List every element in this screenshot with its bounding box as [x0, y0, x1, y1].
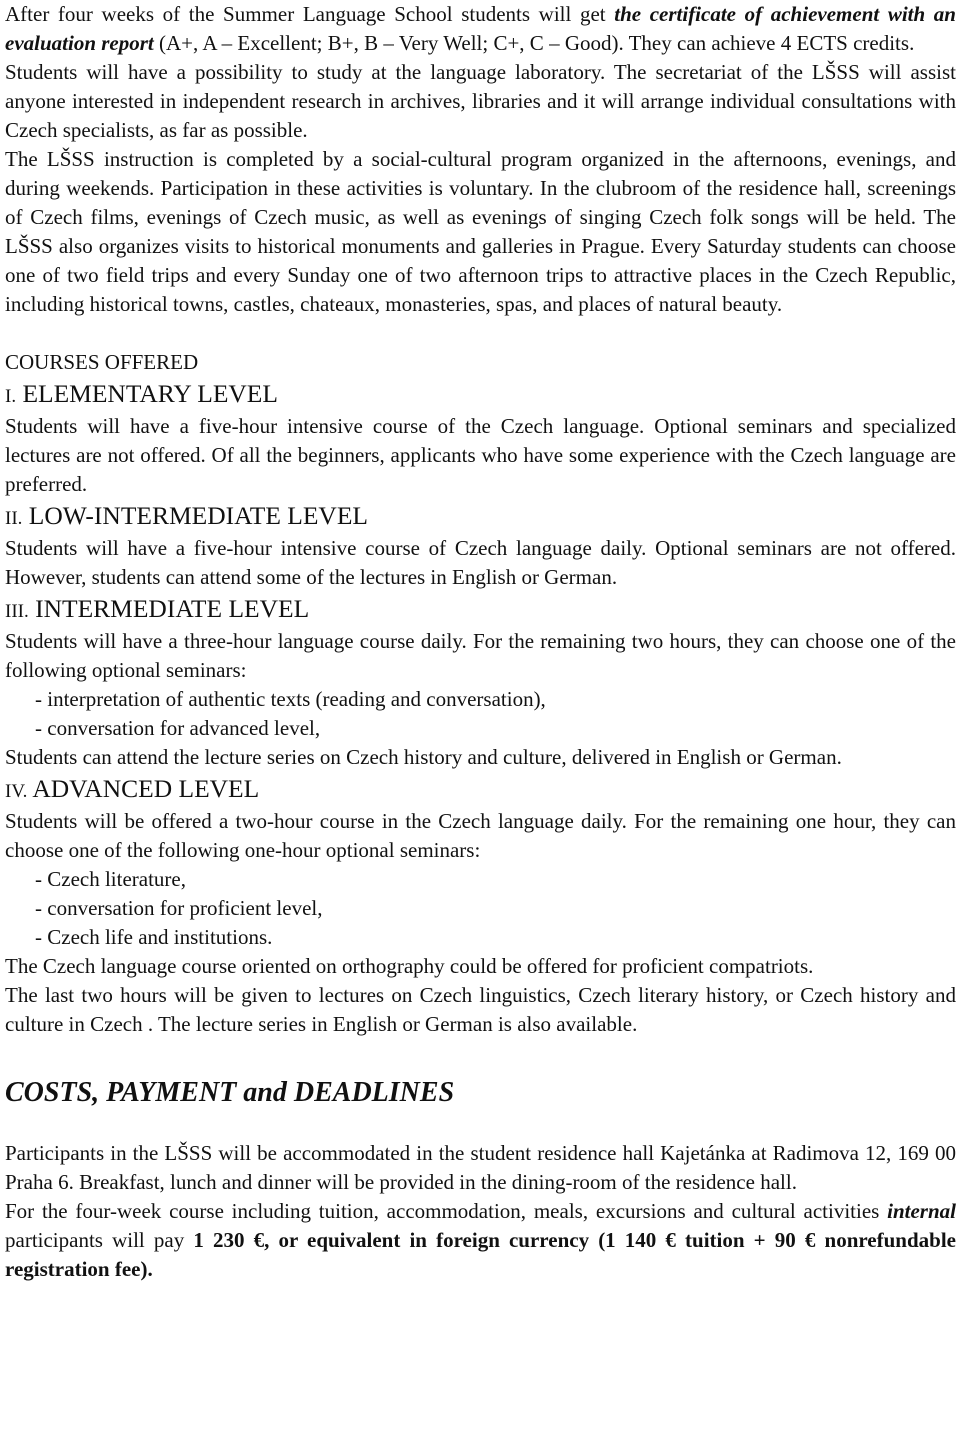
fee-text-a: For the four-week course including tuition, accommodation, meals, excursions and cultural activities [5, 1199, 888, 1223]
certificate-text-a: After four weeks of the Summer Language School students will get [5, 2, 615, 26]
social-program-paragraph: The LŠSS instruction is completed by a social-cultural program organized in the afternoons, evenings, and during weekends. Participation in these activities is voluntary. In the clubroom of the residence hall, screenings of Czech films, evenings of Czech music, as well as evenings of singing Czech folk songs will be held. The LŠSS also organizes visits to historical monuments and galleries in Prague. Every Saturday students can choose one of two field trips and every Sunday one of two afternoon trips to attractive places in the Czech Republic, including historical towns, castles, chateaux, monasteries, spas, and places of natural beauty. [5, 147, 956, 316]
advanced-title: ADVANCED LEVEL [32, 774, 260, 803]
intermediate-seminar-item: - conversation for advanced level, [35, 716, 321, 740]
certificate-paragraph [5, 0, 956, 58]
intermediate-heading [5, 593, 956, 627]
elementary-number: I. [5, 386, 17, 407]
advanced-heading [5, 773, 956, 807]
advanced-text: Students will be offered a two-hour course in the Czech language daily. For the remaining one hour, they can choose one of the following one-hour optional seminars: [5, 809, 956, 862]
advanced-seminar-item: - Czech life and institutions. [35, 925, 273, 949]
orthography-text: The Czech language course oriented on orthography could be offered for proficient compatriots. [5, 954, 814, 978]
low-intermediate-number: II. [5, 508, 23, 529]
fee-amount: 1 230 €, or equivalent in foreign currency (1 140 € tuition + 90 € nonrefundable registration fee). [5, 1228, 956, 1281]
costs-heading: COSTS, PAYMENT and DEADLINES [5, 1077, 455, 1108]
elementary-heading [5, 378, 956, 412]
advanced-seminar-item: - conversation for proficient level, [35, 896, 323, 920]
advanced-number: IV. [5, 781, 28, 802]
accommodation-paragraph: Participants in the LŠSS will be accommodated in the student residence hall Kajetánka at Radimova 12, 169 00 Praha 6. Breakfast, lunch and dinner will be provided in the dining-room of the residence hall. [5, 1141, 956, 1194]
lectures-text: The last two hours will be given to lectures on Czech linguistics, Czech literary history, or Czech history and culture in Czech . The lecture series in English or German is also available. [5, 983, 956, 1036]
certificate-emphasis: the certificate of achievement with an evaluation report [5, 2, 956, 55]
intermediate-title: INTERMEDIATE LEVEL [35, 594, 310, 623]
elementary-title: ELEMENTARY LEVEL [22, 379, 278, 408]
low-intermediate-text: Students will have a five-hour intensive course of Czech language daily. Optional seminars are not offered. However, students can attend some of the lectures in English or German. [5, 536, 956, 589]
courses-title: COURSES OFFERED [5, 350, 199, 374]
elementary-text: Students will have a five-hour intensive course of the Czech language. Optional seminars and specialized lectures are not offered. Of all the beginners, applicants who have some experience with the Czech language are preferred. [5, 414, 956, 496]
laboratory-paragraph: Students will have a possibility to study at the language laboratory. The secretariat of the LŠSS will assist anyone interested in independent research in archives, libraries and it will arrange individual consultations with Czech specialists, as far as possible. [5, 60, 956, 142]
intermediate-seminar-item: - interpretation of authentic texts (reading and conversation), [35, 687, 546, 711]
intermediate-text: Students will have a three-hour language course daily. For the remaining two hours, they can choose one of the following optional seminars: [5, 629, 956, 682]
intermediate-lecture-text: Students can attend the lecture series on Czech history and culture, delivered in English or German. [5, 745, 842, 769]
low-intermediate-title: LOW-INTERMEDIATE LEVEL [28, 501, 368, 530]
fee-paragraph [5, 1197, 956, 1284]
intermediate-number: III. [5, 601, 29, 622]
advanced-seminar-item: - Czech literature, [35, 867, 186, 891]
certificate-text-b: (A+, A – Excellent; B+, B – Very Well; C+, C – Good). They can achieve 4 ECTS credits. [153, 31, 915, 55]
fee-internal: internal [887, 1199, 956, 1223]
low-intermediate-heading [5, 500, 956, 534]
fee-text-b: participants will pay [5, 1228, 194, 1252]
